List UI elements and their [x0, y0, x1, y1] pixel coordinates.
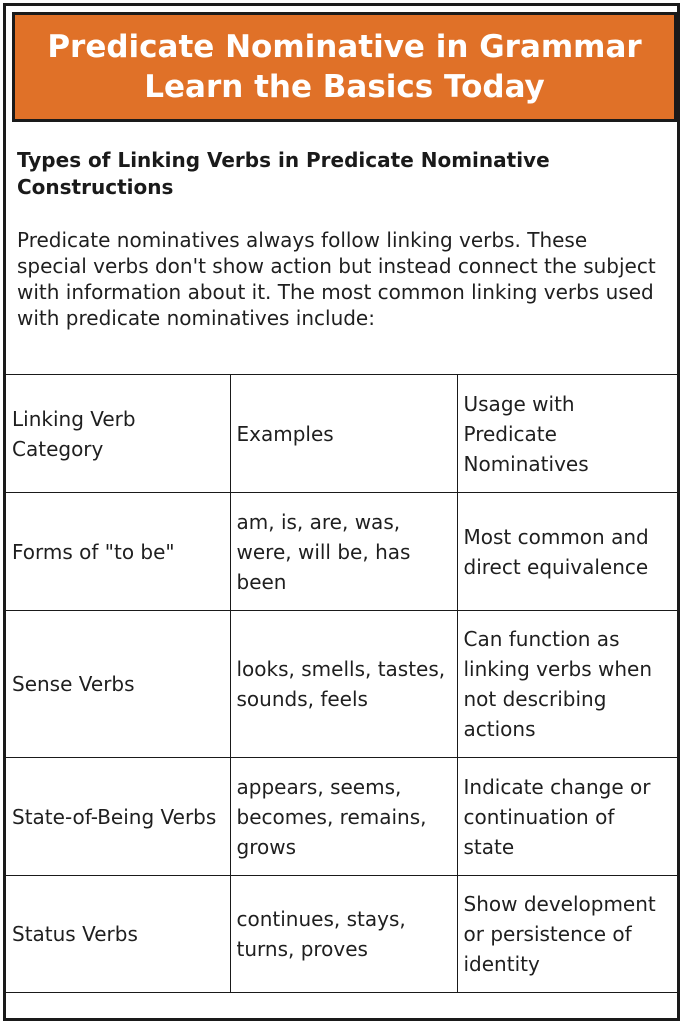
examples-cell: continues, stays, turns, proves [230, 876, 457, 993]
section-heading: Types of Linking Verbs in Predicate Nominative Constructions [17, 148, 550, 199]
header-cell-examples: Examples [230, 375, 457, 493]
usage-cell: Indicate change or continuation of state [457, 758, 677, 876]
intro-paragraph: Predicate nominatives always follow linking verbs. These special verbs don't show action but instead connect the subject with information about it. The most common linking verbs used with predicate nominatives include: [17, 228, 656, 330]
category-cell: Sense Verbs [6, 611, 230, 758]
header-cell-usage: Usage with Predicate Nominatives [457, 375, 677, 493]
table-row [6, 758, 677, 876]
linking-verbs-table [6, 374, 677, 993]
category-cell: State-of-Being Verbs [6, 758, 230, 876]
page-frame [3, 3, 680, 1021]
usage-cell: Most common and direct equivalence [457, 493, 677, 611]
title-banner [12, 12, 677, 122]
examples-cell: appears, seems, becomes, remains, grows [230, 758, 457, 876]
examples-cell: looks, smells, tastes, sounds, feels [230, 611, 457, 758]
examples-cell: am, is, are, was, were, will be, has been [230, 493, 457, 611]
usage-cell: Show development or persistence of identity [457, 876, 677, 993]
table-row [6, 611, 677, 758]
category-cell: Forms of "to be" [6, 493, 230, 611]
table-header-row [6, 375, 677, 493]
table-row [6, 493, 677, 611]
table-row [6, 876, 677, 993]
page-title: Predicate Nominative in Grammar Learn the Basics Today [47, 29, 642, 105]
category-cell: Status Verbs [6, 876, 230, 993]
header-cell-category: Linking Verb Category [6, 375, 230, 493]
usage-cell: Can function as linking verbs when not describing actions [457, 611, 677, 758]
